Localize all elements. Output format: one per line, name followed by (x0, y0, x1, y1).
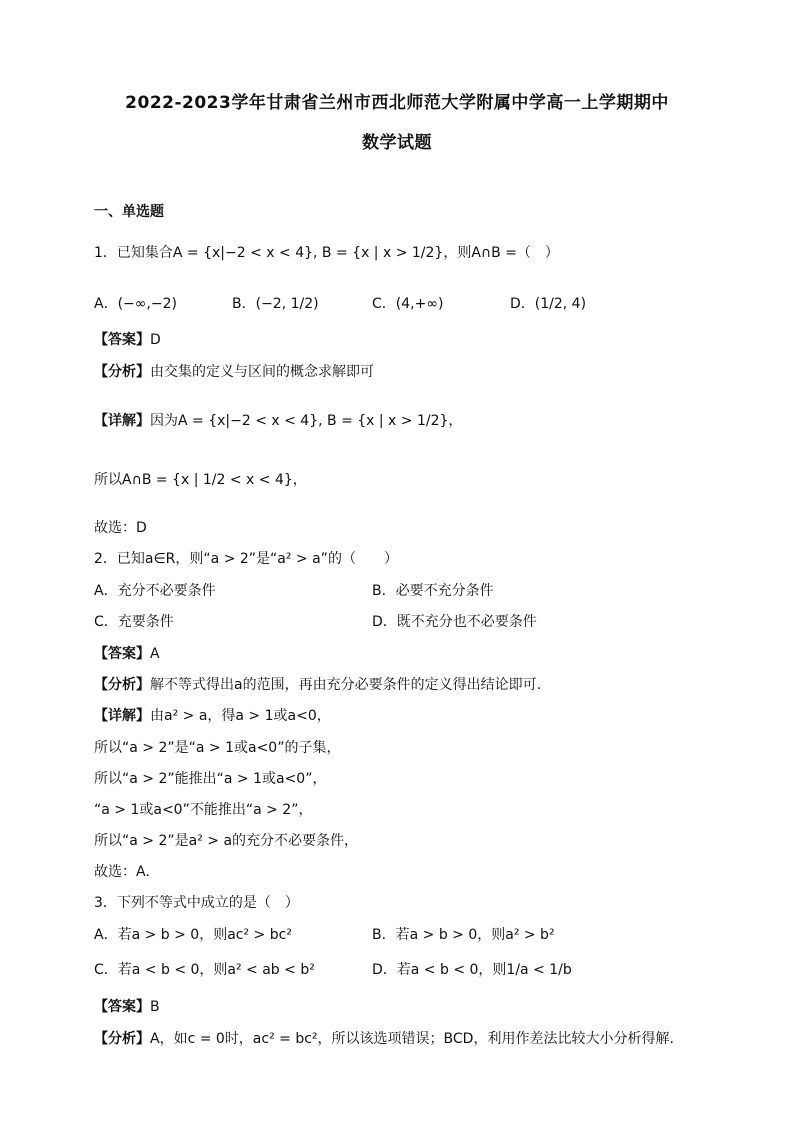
doc-title-line1: 2022-2023学年甘肃省兰州市西北师范大学附属中学高一上学期期中 (125, 93, 669, 113)
q3-analysis: A，如c = 0时，ac² = bc²，所以该选项错误；BCD，利用作差法比较大小分析得解. (150, 1031, 674, 1047)
answer-tag: 【答案】 (94, 332, 150, 348)
q3-answer: B (150, 999, 160, 1015)
q1-conclusion: 故选：D (94, 520, 147, 536)
section-heading: 一、单选题 (94, 204, 164, 220)
q2-detail-2: 所以“a > 2”是“a > 1或a<0”的子集， (94, 740, 341, 756)
q2-detail-4: “a > 1或a<0”不能推出“a > 2”， (94, 802, 313, 818)
q3-stem: 3．下列不等式中成立的是（ ） (94, 895, 299, 911)
answer-tag: 【答案】 (94, 646, 150, 662)
q2-option-a: A．充分不必要条件 (94, 583, 216, 599)
q1-analysis-row (94, 362, 374, 382)
q1-option-b: B．(−2, 1/2) (232, 296, 319, 312)
q2-detail-1: 由a² > a，得a > 1或a<0， (150, 708, 331, 724)
q2-detail-5: 所以“a > 2”是a² > a的充分不必要条件， (94, 833, 359, 849)
q1-stem: 1．已知集合A = {x|−2 < x < 4}, B = {x | x > 1/2}，则A∩B =（ ） (94, 245, 559, 261)
q1-answer-row (94, 330, 161, 350)
q1-answer: D (150, 332, 161, 348)
detail-tag: 【详解】 (94, 708, 150, 724)
q2-analysis: 解不等式得出a的范围，再由充分必要条件的定义得出结论即可. (150, 677, 542, 693)
q3-option-d: D．若a < b < 0，则1/a < 1/b (372, 962, 572, 978)
q1-option-c: C．(4,+∞) (372, 296, 444, 312)
q2-option-b: B．必要不充分条件 (372, 583, 494, 599)
q1-detail-2: 所以A∩B = {x | 1/2 < x < 4}， (94, 472, 307, 488)
q2-stem: 2．已知a∈R，则“a > 2”是“a² > a”的（ ） (94, 551, 398, 567)
q2-option-d: D．既不充分也不必要条件 (372, 614, 537, 630)
q1-detail-1: 因为A = {x|−2 < x < 4}, B = {x | x > 1/2}， (150, 413, 463, 429)
q1-option-a: A．(−∞,−2) (94, 296, 177, 312)
q2-detail-row (94, 706, 331, 726)
q1-detail-row (94, 411, 462, 431)
q3-analysis-row (94, 1029, 674, 1049)
analysis-tag: 【分析】 (94, 1031, 150, 1047)
q2-conclusion: 故选：A. (94, 864, 150, 880)
q2-answer-row (94, 644, 160, 664)
analysis-tag: 【分析】 (94, 364, 150, 380)
q3-option-a: A．若a > b > 0，则ac² > bc² (94, 927, 292, 943)
doc-title-line2: 数学试题 (362, 133, 432, 153)
q2-analysis-row (94, 675, 541, 695)
q3-answer-row (94, 997, 160, 1017)
q2-detail-3: 所以“a > 2”能推出“a > 1或a<0”， (94, 771, 327, 787)
analysis-tag: 【分析】 (94, 677, 150, 693)
q1-option-d: D．(1/2, 4) (510, 296, 587, 312)
q1-analysis: 由交集的定义与区间的概念求解即可 (150, 364, 374, 380)
answer-tag: 【答案】 (94, 999, 150, 1015)
q3-option-c: C．若a < b < 0，则a² < ab < b² (94, 962, 315, 978)
detail-tag: 【详解】 (94, 413, 150, 429)
q2-answer: A (150, 646, 160, 662)
q2-option-c: C．充要条件 (94, 614, 174, 630)
q3-option-b: B．若a > b > 0，则a² > b² (372, 927, 555, 943)
